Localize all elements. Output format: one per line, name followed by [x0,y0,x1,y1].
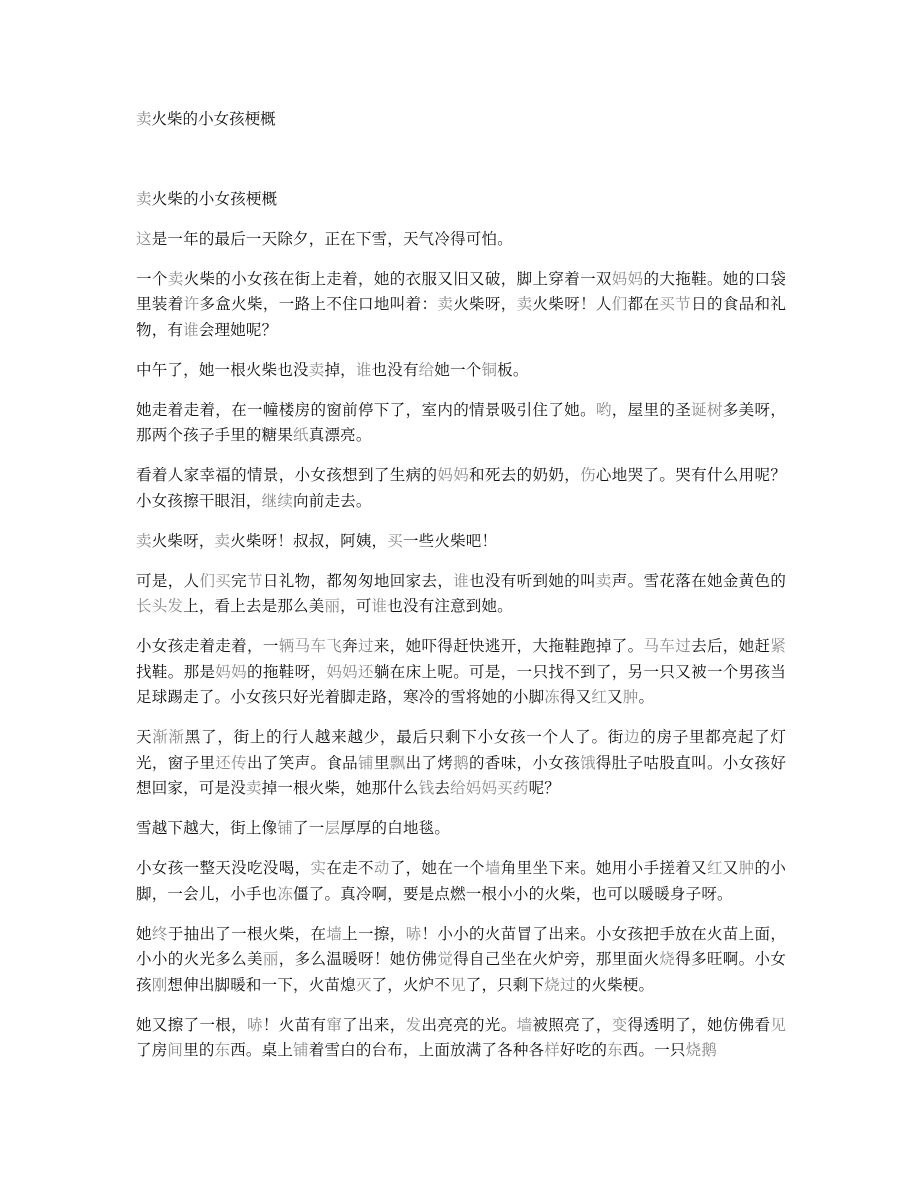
paragraph: 她又擦了一根，哧！火苗有窜了出来，发出亮亮的光。墙被照亮了，变得透明了，她仿佛看见了房间里的东西。桌上铺着雪白的台布，上面放满了各种各样好吃的东西。一只烧鹅 [136,1015,787,1059]
paragraph: 天渐渐黑了，街上的行人越来越少，最后只剩下小女孩一个人了。街边的房子里都亮起了灯光，窗子里还传出了笑声。食品铺里飘出了烤鹅的香味，小女孩饿得肚子咕股直叫。小女孩好想回家，可是没卖掉一根火柴，她那什么钱去给妈妈买药呢？ [136,728,787,797]
paragraph: 小女孩一整天没吃没喝，实在走不动了，她在一个墙角里坐下来。她用小手搓着又红又肿的小脚，一会儿，小手也冻僵了。真冷啊，要是点燃一根小小的火柴，也可以暖暖身子呀。 [136,859,787,903]
paragraph: 卖火柴呀，卖火柴呀！叔叔，阿姨，买一些火柴吧！ [136,531,498,550]
paragraph: 这是一年的最后一天除夕，正在下雪，天气冷得可怕。 [136,229,513,248]
paragraph: 看着人家幸福的情景，小女孩想到了生病的妈妈和死去的奶奶，伤心地哭了。哭有什么用呢？小女孩擦干眼泪，继续向前走去。 [136,466,787,510]
paragraph: 雪越下越大，街上像铺了一层厚厚的白地毯。 [136,819,451,837]
document-title: 卖火柴的小女孩梗概 [136,110,276,128]
paragraph: 她走着走着，在一幢楼房的窗前停下了，室内的情景吸引住了她。哟，屋里的圣诞树多美呀，那两个孩子手里的糖果纸真漂亮。 [136,400,787,444]
paragraph: 小女孩走着走着，一辆马车飞奔过来，她吓得赶快逃开，大拖鞋跑掉了。马车过去后，她赶紧找鞋。那是妈妈的拖鞋呀，妈妈还躺在床上呢。可是，一只找不到了，另一只又被一个男孩当足球踢走了。小女孩只好光着脚走路，寒冷的雪将她的小脚冻得又红又肿。 [136,637,787,706]
paragraph: 可是，人们买完节日礼物，都匆匆地回家去，谁也没有听到她的叫卖声。雪花落在她金黄色的长头发上，看上去是那么美丽，可谁也没有注意到她。 [136,571,787,615]
paragraph: 一个卖火柴的小女孩在街上走着，她的衣服又旧又破，脚上穿着一双妈妈的大拖鞋。她的口袋里装着许多盒火柴，一路上不住口地叫着：卖火柴呀，卖火柴呀！人们都在买节日的食品和礼物，有谁会理她呢？ [136,269,787,339]
paragraph: 中午了，她一根火柴也没卖掉，谁也没有给她一个铜板。 [136,360,529,379]
section-heading: 卖火柴的小女孩梗概 [136,190,278,208]
paragraph: 她终于抽出了一根火柴，在墙上一擦，哧！小小的火苗冒了出来。小女孩把手放在火苗上面，小小的火光多么美丽，多么温暖呀！她仿佛觉得自己坐在火炉旁，那里面火烧得多旺啊。小女孩刚想伸出脚暖和一下，火苗熄灭了，火炉不见了，只剩下烧过的火柴梗。 [136,924,787,994]
document-body [136,187,786,1078]
